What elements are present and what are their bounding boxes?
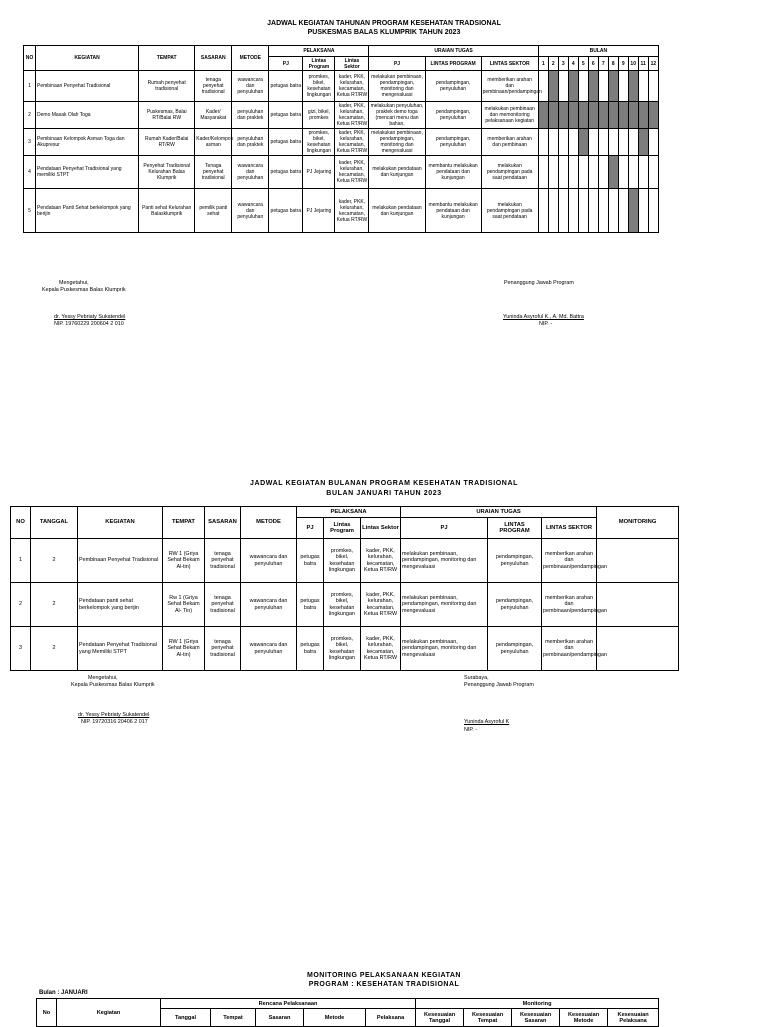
monitoring-subtitle: PROGRAM : KESEHATAN TRADISIONAL: [308, 981, 460, 988]
header-pelaksana: Pelaksana: [366, 1009, 416, 1027]
cell-uraian-lintas-program: pendampingan, penyuluhan: [425, 71, 481, 102]
month-cell-scheduled: [578, 102, 588, 129]
month-cell-scheduled: [538, 102, 548, 129]
month-cell-scheduled: [568, 102, 578, 129]
cell-tempat: Rw 1 (Griya Sehat Bekam Al- Tin): [163, 583, 205, 627]
cell-lintas-sektor: kader, PKK, kelurahan, kecamatan, Ketua RT/RW: [335, 189, 369, 233]
month-cell-scheduled: [558, 102, 568, 129]
header-uraian-tugas: URAIAN TUGAS: [401, 507, 597, 518]
month-cell-empty: [628, 129, 638, 156]
month-cell-empty: [558, 129, 568, 156]
header-month-12: 12: [648, 57, 658, 71]
cell-lintas-sektor: kader, PKK, kelurahan, kecamatan, Ketua RT/RW: [361, 583, 401, 627]
header-kegiatan: KEGIATAN: [78, 507, 163, 539]
cell-sasaran: Tenaga penyehat tradisional: [195, 156, 232, 189]
header-kegiatan: Kegiatan: [57, 999, 161, 1027]
table-row: [11, 539, 679, 583]
month-cell-empty: [608, 129, 618, 156]
header-month-10: 10: [628, 57, 638, 71]
month-cell-empty: [618, 129, 628, 156]
month-cell-empty: [578, 189, 588, 233]
month-cell-scheduled: [598, 102, 608, 129]
month-cell-empty: [618, 189, 628, 233]
header-month-4: 4: [568, 57, 578, 71]
cell-lintas-program: promkes, bikel, kesehatan lingkungan: [303, 129, 335, 156]
header-pelaksana: PELAKSANA: [269, 46, 369, 57]
header-month-7: 7: [598, 57, 608, 71]
header-lintas-program: Lintas Program: [303, 57, 335, 71]
monthly-left-acknowledge: Mengetahui,: [88, 675, 118, 681]
header-month-9: 9: [618, 57, 628, 71]
month-cell-empty: [628, 156, 638, 189]
month-cell-scheduled: [608, 102, 618, 129]
cell-kegiatan: Pendataan Penyehat Tradisional yang Memiliki STPT: [78, 627, 163, 671]
cell-pj: petugas batra: [269, 189, 303, 233]
header-uraian-lintas-program: LINTAS PROGRAM: [488, 518, 542, 539]
monthly-left-signer-name: dr. Yessy Pebriaty Sukatendel: [78, 712, 150, 718]
table-row: [24, 156, 659, 189]
annual-left-position: Kepala Puskesmas Balas Klumprik: [42, 287, 126, 293]
header-month-3: 3: [558, 57, 568, 71]
header-rencana-pelaksanaan: Rencana Pelaksanaan: [161, 999, 416, 1009]
cell-metode: wawancara dan penyuluhan: [241, 539, 297, 583]
cell-monitoring: [597, 627, 679, 671]
cell-lintas-program: promkes, bikel, kesehatan lingkungan: [324, 583, 361, 627]
monthly-right-signer-name: Yuninda Asyroful K: [464, 719, 510, 725]
header-kesesuaian-tempat: Kesesuaian Tempat: [464, 1009, 512, 1027]
cell-pj: petugas batra: [269, 129, 303, 156]
cell-uraian-lintas-sektor: melakukan pendampingan pada saat pendataan: [481, 156, 538, 189]
cell-tempat: Puskesmas, Balai RT/Balai RW: [139, 102, 195, 129]
cell-pj: petugas batra: [297, 583, 324, 627]
header-kegiatan: KEGIATAN: [36, 46, 139, 71]
cell-monitoring: [597, 583, 679, 627]
header-kesesuaian-sasaran: Kesesuaian Sasaran: [512, 1009, 560, 1027]
cell-pj: petugas batra: [297, 627, 324, 671]
cell-monitoring: [597, 539, 679, 583]
cell-pj: petugas batra: [297, 539, 324, 583]
cell-uraian-lintas-program: pendampingan, penyuluhan: [488, 627, 542, 671]
cell-uraian-lintas-program: membantu melakukan pendataan dan kunjungan: [425, 189, 481, 233]
cell-uraian-lintas-sektor: memberikan arahan dan pembinaan: [481, 129, 538, 156]
header-no: No: [37, 999, 57, 1027]
month-cell-scheduled: [588, 102, 598, 129]
table-row: [24, 102, 659, 129]
monthly-schedule-subtitle: BULAN JANUARI TAHUN 2023: [326, 490, 442, 497]
cell-tempat: RW 1 (Griya Sehat Bekam Al-tin): [163, 539, 205, 583]
month-cell-scheduled: [638, 102, 648, 129]
cell-no: 4: [24, 156, 36, 189]
month-cell-empty: [568, 189, 578, 233]
cell-sasaran: tenaga penyehat tradisional: [205, 539, 241, 583]
cell-uraian-lintas-program: pendampingan, penyuluhan: [425, 129, 481, 156]
cell-uraian-lintas-sektor: memberikan arahan dan pembinaan/pendampingan: [542, 627, 597, 671]
month-cell-scheduled: [608, 71, 618, 102]
header-sasaran: SASARAN: [205, 507, 241, 539]
table-row: [11, 627, 679, 671]
header-monitoring: Monitoring: [416, 999, 659, 1009]
annual-left-acknowledge: Mengetahui,: [59, 280, 89, 286]
cell-sasaran: Kader/Kelompok asman: [195, 129, 232, 156]
month-cell-scheduled: [548, 102, 558, 129]
month-cell-empty: [568, 129, 578, 156]
cell-lintas-program: promkes, bikel, kesehatan lingkungan: [324, 539, 361, 583]
cell-metode: wawancara dan penyuluhan: [241, 627, 297, 671]
month-cell-empty: [538, 71, 548, 102]
header-pj: PJ: [269, 57, 303, 71]
cell-metode: penyuluhan dan praktek: [232, 102, 269, 129]
header-lintas-program: Lintas Program: [324, 518, 361, 539]
month-cell-empty: [558, 189, 568, 233]
cell-pj: petugas batra: [269, 71, 303, 102]
header-uraian-lintas-sektor: LINTAS SEKTOR: [481, 57, 538, 71]
header-metode: Metode: [304, 1009, 366, 1027]
monthly-right-place: Surabaya,: [464, 675, 489, 681]
cell-kegiatan: Pembinaan Kelompok Asman Toga dan Akupresur: [36, 129, 139, 156]
annual-schedule-subtitle: PUSKESMAS BALAS KLUMPRIK TAHUN 2023: [307, 29, 461, 36]
cell-metode: wawancara dan penyuluhan: [232, 71, 269, 102]
header-tanggal: TANGGAL: [31, 507, 78, 539]
cell-uraian-pj: melakukan pembinaan, pendampingan, monitoring dan mengevaluasi: [369, 129, 425, 156]
cell-sasaran: tenaga penyehat tradisional: [195, 71, 232, 102]
header-month-11: 11: [638, 57, 648, 71]
cell-pj: petugas batra: [269, 156, 303, 189]
cell-uraian-pj: melakukan penyuluhan, praktek demo toga (mencari menu dan bahan,: [370, 103, 424, 127]
monthly-left-position: Kepala Puskesmas Balas Klumprik: [71, 682, 155, 688]
header-month-6: 6: [588, 57, 598, 71]
cell-uraian-lintas-sektor: melakukan pembinaan dan memonitoring pelaksanaan kegiatan: [481, 102, 538, 129]
header-kesesuaian-pelaksana: Kesesuaian Pelaksana: [608, 1009, 659, 1027]
month-cell-empty: [598, 71, 608, 102]
month-cell-scheduled: [628, 71, 638, 102]
header-kesesuaian-tanggal: Kesesuaian Tanggal: [416, 1009, 464, 1027]
month-cell-scheduled: [568, 71, 578, 102]
cell-metode: wawancara dan penyuluhan: [232, 156, 269, 189]
cell-uraian-pj: melakukan pendataan dan kunjungan: [369, 189, 425, 233]
cell-kegiatan: Pendataan Penyehat Tradisional yang memiliki STPT: [36, 156, 139, 189]
cell-sasaran: pemilik panti sehat: [195, 189, 232, 233]
cell-lintas-sektor: kader, PKK, kelurahan, kecamatan, Ketua RT/RW: [336, 130, 368, 154]
cell-no: 1: [11, 539, 31, 583]
annual-schedule-table: [23, 45, 659, 233]
cell-sasaran: tenaga penyehat tradisional: [205, 583, 241, 627]
cell-kegiatan: Pembinaan Penyehat Tradisional: [36, 71, 139, 102]
header-uraian-lintas-program: LINTAS PROGRAM: [425, 57, 481, 71]
cell-kegiatan: Demo Masak Olah Toga: [36, 102, 139, 129]
cell-tempat: Rumah penyehat tradisional: [139, 71, 195, 102]
month-cell-scheduled: [588, 71, 598, 102]
cell-uraian-lintas-program: pendampingan, penyuluhan: [425, 102, 481, 129]
header-pelaksana: PELAKSANA: [297, 507, 401, 518]
cell-tempat: Rumah Kader/Balai RT/RW: [139, 129, 195, 156]
header-pj: PJ: [297, 518, 324, 539]
month-cell-empty: [578, 71, 588, 102]
month-cell-empty: [648, 129, 658, 156]
cell-uraian-pj: melakukan pendataan dan kunjungan: [369, 156, 425, 189]
cell-lintas-program: PJ Jejaring: [303, 156, 335, 189]
monthly-right-signer-nip: NIP. -: [464, 727, 478, 733]
cell-lintas-sektor: kader, PKK, kelurahan, kecamatan, Ketua RT/RW: [335, 156, 369, 189]
header-uraian-pj: PJ: [401, 518, 488, 539]
header-no: NO: [11, 507, 31, 539]
header-sasaran: SASARAN: [195, 46, 232, 71]
cell-sasaran: tenaga penyehat tradisional: [205, 627, 241, 671]
cell-uraian-lintas-program: pendampingan, penyuluhan: [488, 583, 542, 627]
header-tempat: Tempat: [211, 1009, 256, 1027]
cell-lintas-program: promkes, bikel, kesehatan lingkungan: [324, 627, 361, 671]
table-row: [24, 189, 659, 233]
month-cell-empty: [588, 129, 598, 156]
table-row: [24, 129, 659, 156]
cell-uraian-lintas-program: pendampingan, penyuluhan: [488, 539, 542, 583]
month-cell-empty: [598, 129, 608, 156]
annual-right-signer-nip: NIP. -: [539, 321, 553, 327]
cell-tempat: Penyehat Tradisional Kelurahan Balas Klumprik: [139, 156, 195, 189]
month-cell-empty: [598, 156, 608, 189]
cell-no: 2: [24, 102, 36, 129]
header-month-8: 8: [608, 57, 618, 71]
cell-kegiatan: Pendataan panti sehat berkelompok yang berijin: [78, 583, 163, 627]
header-metode: METODE: [241, 507, 297, 539]
month-cell-scheduled: [618, 102, 628, 129]
month-cell-empty: [568, 156, 578, 189]
month-cell-empty: [618, 156, 628, 189]
month-cell-empty: [638, 71, 648, 102]
cell-uraian-pj: melakukan pembinaan, pendampingan, monitoring dan mengevaluasi: [369, 71, 425, 102]
header-no: NO: [24, 46, 36, 71]
header-kesesuaian-metode: Kesesuaian Metode: [560, 1009, 608, 1027]
month-cell-empty: [538, 156, 548, 189]
cell-lintas-program: promkes, bikel, kesehatan lingkungan: [303, 71, 335, 102]
header-month-5: 5: [578, 57, 588, 71]
cell-no: 2: [11, 583, 31, 627]
month-cell-empty: [548, 189, 558, 233]
annual-left-signer-name: dr. Yessy Pebriaty Sukatendel: [54, 314, 126, 320]
month-cell-scheduled: [638, 129, 648, 156]
monthly-schedule-table: [10, 506, 679, 671]
month-cell-empty: [588, 189, 598, 233]
cell-uraian-lintas-program: membantu melakukan pendataan dan kunjungan: [425, 156, 481, 189]
cell-pj: petugas batra: [269, 102, 303, 129]
header-month-2: 2: [548, 57, 558, 71]
header-lintas-sektor: Lintas Sektor: [335, 57, 369, 71]
monitoring-month: Bulan : JANUARI: [39, 990, 88, 996]
month-cell-scheduled: [648, 102, 658, 129]
month-cell-empty: [548, 129, 558, 156]
month-cell-empty: [648, 156, 658, 189]
monthly-left-signer-nip: NIP. 19720316 20406 2 017: [81, 719, 148, 725]
header-sasaran: Sasaran: [256, 1009, 304, 1027]
month-cell-empty: [618, 71, 628, 102]
cell-uraian-pj: melakukan pembinaan, pendampingan, monitoring dan mengevaluasi: [401, 539, 488, 583]
monitoring-table: [36, 998, 659, 1027]
annual-right-signer-name: Yuninda Asyroful K., A. Md. Battra: [503, 314, 584, 320]
month-cell-scheduled: [628, 189, 638, 233]
cell-lintas-program: PJ Jejaring: [303, 189, 335, 233]
monthly-schedule-title: JADWAL KEGIATAN BULANAN PROGRAM KESEHATAN TRADISIONAL: [250, 480, 518, 487]
month-cell-empty: [598, 189, 608, 233]
month-cell-empty: [538, 129, 548, 156]
cell-tanggal: 2: [31, 583, 78, 627]
cell-no: 3: [24, 129, 36, 156]
cell-metode: wawancara dan penyuluhan: [232, 189, 269, 233]
cell-uraian-lintas-sektor: memberikan arahan dan pembinaan/pendampingan: [481, 71, 538, 102]
header-bulan: BULAN: [538, 46, 658, 57]
table-row: [11, 583, 679, 627]
month-cell-empty: [648, 71, 658, 102]
month-cell-empty: [638, 189, 648, 233]
cell-lintas-sektor: kader, PKK, kelurahan, kecamatan, Ketua RT/RW: [361, 627, 401, 671]
month-cell-empty: [548, 156, 558, 189]
month-cell-scheduled: [578, 129, 588, 156]
cell-no: 5: [24, 189, 36, 233]
header-lintas-sektor: Lintas Sektor: [361, 518, 401, 539]
month-cell-scheduled: [548, 71, 558, 102]
cell-no: 1: [24, 71, 36, 102]
month-cell-empty: [538, 189, 548, 233]
cell-lintas-sektor: kader, PKK, kelurahan, kecamatan, Ketua RT/RW: [336, 103, 368, 127]
cell-kegiatan: Pembinaan Penyehat Tradisional: [78, 539, 163, 583]
monthly-right-position: Penanggung Jawab Program: [464, 682, 534, 688]
header-uraian-tugas: URAIAN TUGAS: [369, 46, 538, 57]
month-cell-empty: [578, 156, 588, 189]
month-cell-empty: [588, 156, 598, 189]
header-tempat: TEMPAT: [139, 46, 195, 71]
header-month-1: 1: [538, 57, 548, 71]
header-tanggal: Tanggal: [161, 1009, 211, 1027]
cell-no: 3: [11, 627, 31, 671]
cell-tanggal: 2: [31, 627, 78, 671]
cell-tempat: RW 1 (Griya Sehat Bekam Al-tin): [163, 627, 205, 671]
header-metode: METODE: [232, 46, 269, 71]
annual-right-position: Penanggung Jawab Program: [504, 280, 574, 286]
cell-lintas-program: gizi, bikel, promkes: [303, 102, 335, 129]
cell-metode: penyuluhan dan praktek: [232, 129, 269, 156]
month-cell-empty: [608, 189, 618, 233]
monitoring-title: MONITORING PELAKSANAAN KEGIATAN: [307, 972, 461, 979]
cell-tempat: Panti sehat Kelurahan Balasklumprik: [139, 189, 195, 233]
annual-left-signer-nip: NIP. 19760229 200604 2 010: [54, 321, 124, 327]
cell-uraian-pj: melakukan pembinaan, pendampingan, monitoring dan mengevaluasi: [401, 627, 488, 671]
month-cell-empty: [558, 71, 568, 102]
cell-metode: wawancara dan penyuluhan: [241, 583, 297, 627]
table-row: [24, 71, 659, 102]
cell-sasaran: Kader/ Masyarakat: [195, 102, 232, 129]
cell-uraian-pj: melakukan pembinaan, pendampingan, monitoring dan mengevaluasi: [401, 583, 488, 627]
annual-schedule-title: JADWAL KEGIATAN TAHUNAN PROGRAM KESEHATAN TRADSIONAL: [267, 20, 501, 27]
header-uraian-lintas-sektor: LINTAS SEKTOR: [542, 518, 597, 539]
month-cell-empty: [638, 156, 648, 189]
cell-uraian-lintas-sektor: memberikan arahan dan pembinaan/pendampingan: [542, 539, 597, 583]
month-cell-scheduled: [628, 102, 638, 129]
cell-kegiatan: Pendataan Panti Sehat berkelompok yang berijin: [36, 189, 139, 233]
month-cell-empty: [558, 156, 568, 189]
cell-lintas-sektor: kader, PKK, kelurahan, kecamatan, Ketua RT/RW: [361, 539, 401, 583]
cell-tanggal: 2: [31, 539, 78, 583]
month-cell-empty: [648, 189, 658, 233]
cell-lintas-sektor: kader, PKK, kelurahan, kecamatan, Ketua RT/RW: [335, 71, 369, 102]
header-tempat: TEMPAT: [163, 507, 205, 539]
header-monitoring: MONITORING: [597, 507, 679, 539]
header-uraian-pj: PJ: [369, 57, 425, 71]
month-cell-scheduled: [608, 156, 618, 189]
cell-uraian-lintas-sektor: memberikan arahan dan pembinaan/pendampingan: [542, 583, 597, 627]
cell-uraian-lintas-sektor: melakukan pendampingan pada saat pendataan: [481, 189, 538, 233]
